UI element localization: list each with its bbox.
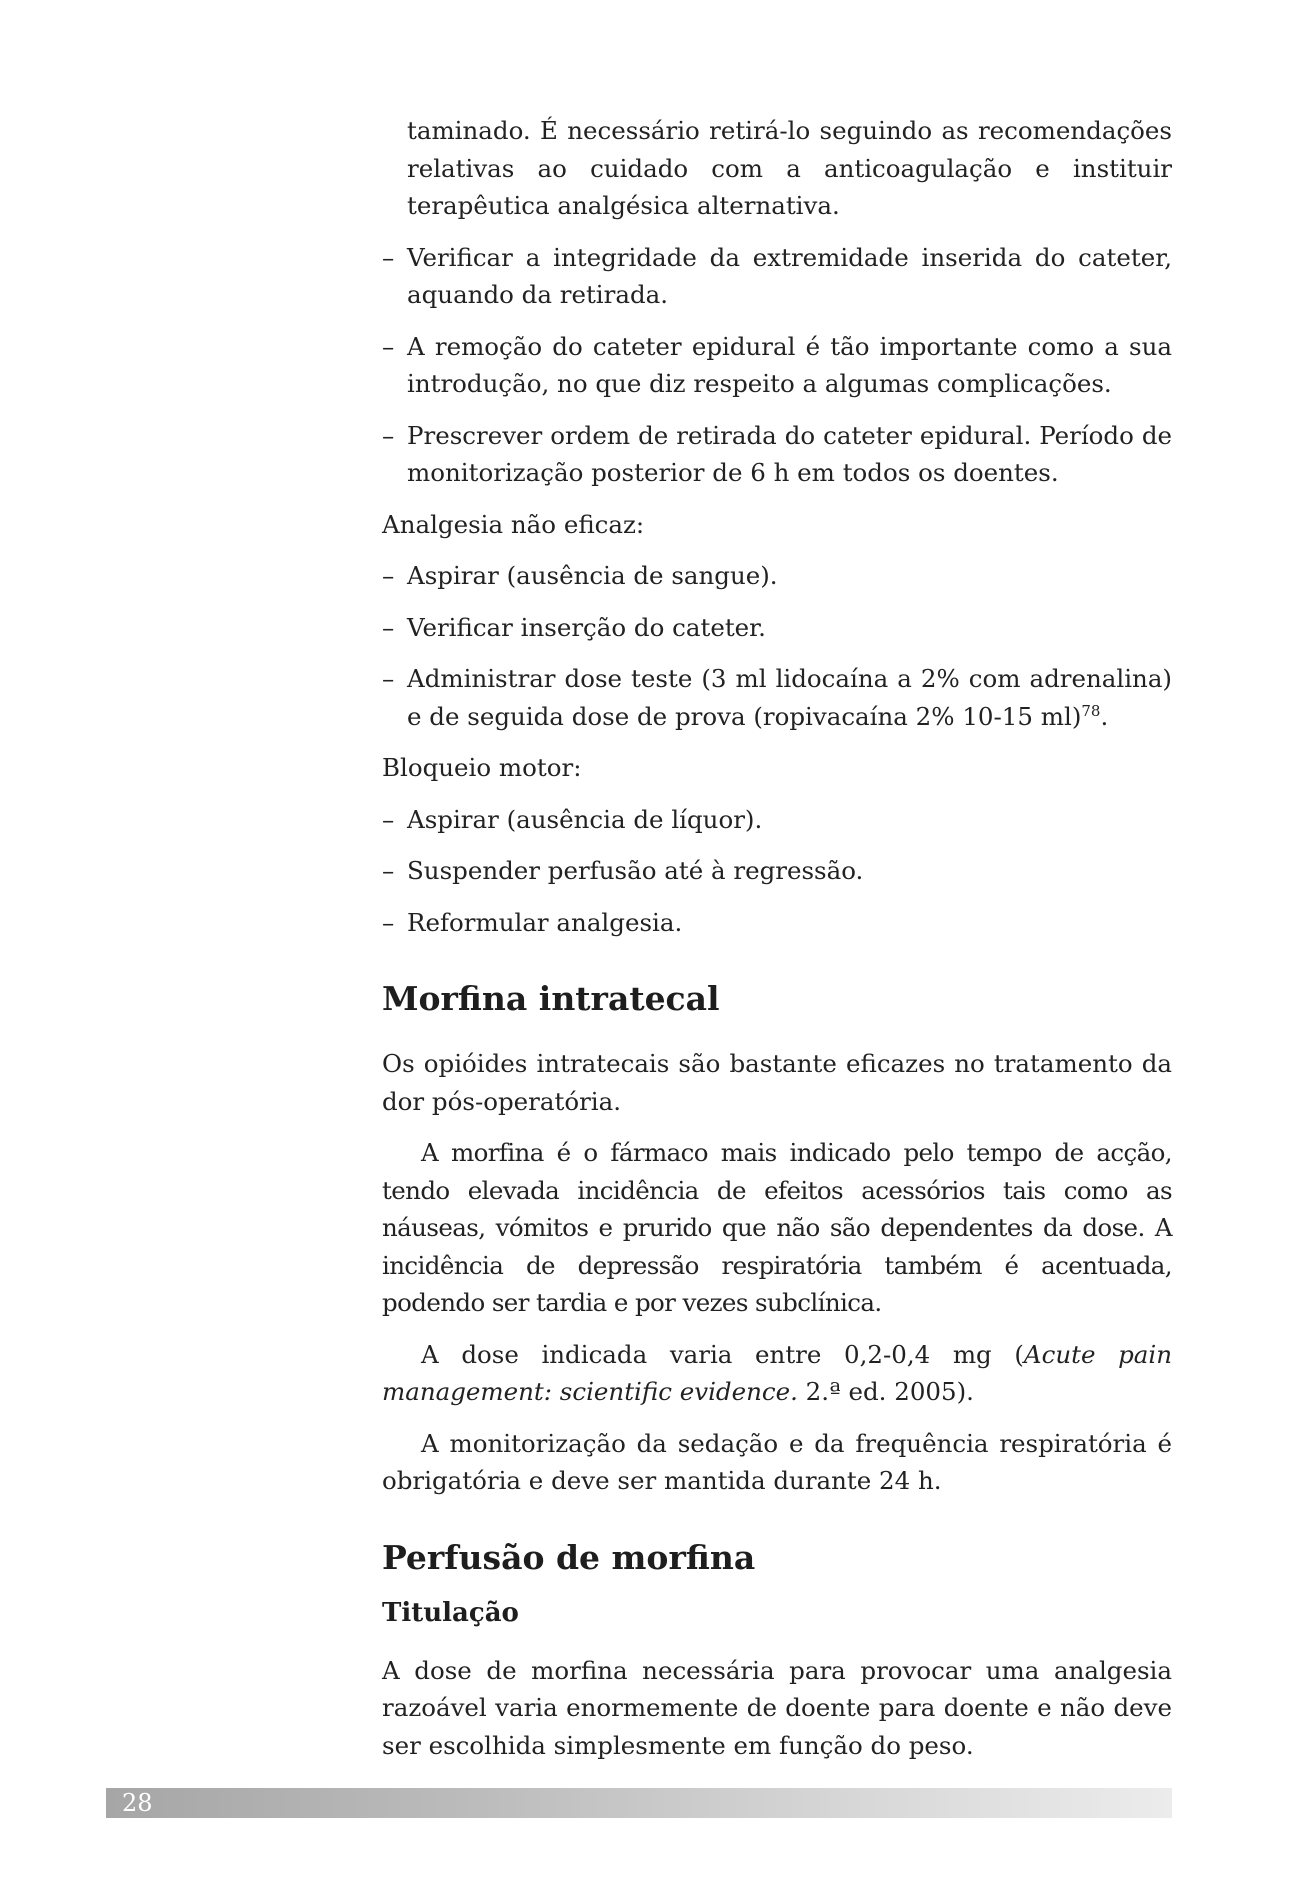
text-column: [382, 112, 1172, 1778]
paragraph: A monitorização da sedação e da frequência respiratória é obrigatória e deve ser mantida durante 24 h.: [382, 1428, 1172, 1495]
list-item-text: Aspirar (ausência de líquor).: [407, 804, 763, 834]
list-item: [382, 328, 1172, 403]
list-item-text: Administrar dose teste (3 ml lidocaína a 2% com adrenalina) e de seguida dose de prova (ropivacaína 2% 10-15 ml): [407, 664, 1172, 731]
reference-superscript: 78: [1081, 701, 1101, 720]
list-item-text: Reformular analgesia.: [407, 907, 683, 937]
subsection-heading-titulacao: Titulação: [382, 1597, 519, 1628]
page-number: 28: [122, 1789, 153, 1817]
paragraph: [382, 1336, 1172, 1411]
list-item: [382, 609, 1172, 647]
motor-block-heading: Bloqueio motor:: [382, 753, 582, 782]
paragraph-text: A dose indicada varia entre 0,2-0,4 mg (: [421, 1339, 1024, 1369]
list-item: [382, 660, 1172, 735]
dash-marker: –: [382, 804, 395, 834]
dash-marker: –: [382, 612, 395, 642]
dash-marker: –: [382, 856, 395, 885]
paragraph-text-end: 2.ª ed. 2005).: [797, 1377, 974, 1406]
continued-paragraph: taminado. É necessário retirá-lo seguindo as recomendações relativas ao cuidado com a anticoagulação e instituir terapêutica analgésica alternativa.: [407, 116, 1172, 220]
cited-title: Acute pain management: scientific evidence.: [382, 1339, 1172, 1406]
dash-marker: –: [382, 331, 395, 361]
list-item-text: Aspirar (ausência de sangue).: [407, 561, 778, 590]
list-item-text: A remoção do cateter epidural é tão importante como a sua introdução, no que diz respeito a algumas complicações.: [407, 331, 1172, 398]
section-heading-morfina-intratecal: Morfina intratecal: [382, 979, 720, 1018]
list-item-text: Suspender perfusão até à regressão.: [407, 856, 864, 885]
list-item: [382, 417, 1172, 492]
list-item-text: Verificar a integridade da extremidade inserida do cateter, aquando da retirada.: [407, 242, 1172, 309]
list-item: [382, 904, 1172, 942]
dash-marker: –: [382, 242, 395, 272]
paragraph: Os opióides intratecais são bastante eficazes no tratamento da dor pós-operatória.: [382, 1049, 1172, 1116]
list-item: [382, 239, 1172, 314]
list-item: [382, 801, 1172, 839]
list-item-text: Verificar inserção do cateter.: [407, 612, 766, 642]
paragraph: A morfina é o fármaco mais indicado pelo tempo de acção, tendo elevada incidência de efeitos acessórios tais como as náuseas, vómitos e prurido que não são dependentes da dose. A incidência de depressão respiratória também é acentuada, podendo ser tardia e por vezes subclínica.: [382, 1138, 1172, 1317]
list-item: [382, 557, 1172, 595]
list-item-text: Prescrever ordem de retirada do cateter epidural. Período de monitorização posterior de 6 h em todos os doentes.: [407, 420, 1172, 487]
ineffective-analgesia-heading: Analgesia não eficaz:: [382, 509, 645, 539]
paragraph: A dose de morfina necessária para provocar uma analgesia razoável varia enormemente de doente para doente e não deve ser escolhida simplesmente em função do peso.: [382, 1655, 1172, 1760]
footer-gradient-bar: [106, 1788, 1172, 1818]
dash-marker: –: [382, 664, 395, 693]
list-item: [382, 852, 1172, 890]
dash-marker: –: [382, 907, 395, 937]
list-item-end: .: [1100, 701, 1109, 731]
dash-marker: –: [382, 420, 395, 450]
section-heading-perfusao-morfina: Perfusão de morfina: [382, 1537, 756, 1577]
dash-marker: –: [382, 561, 395, 590]
